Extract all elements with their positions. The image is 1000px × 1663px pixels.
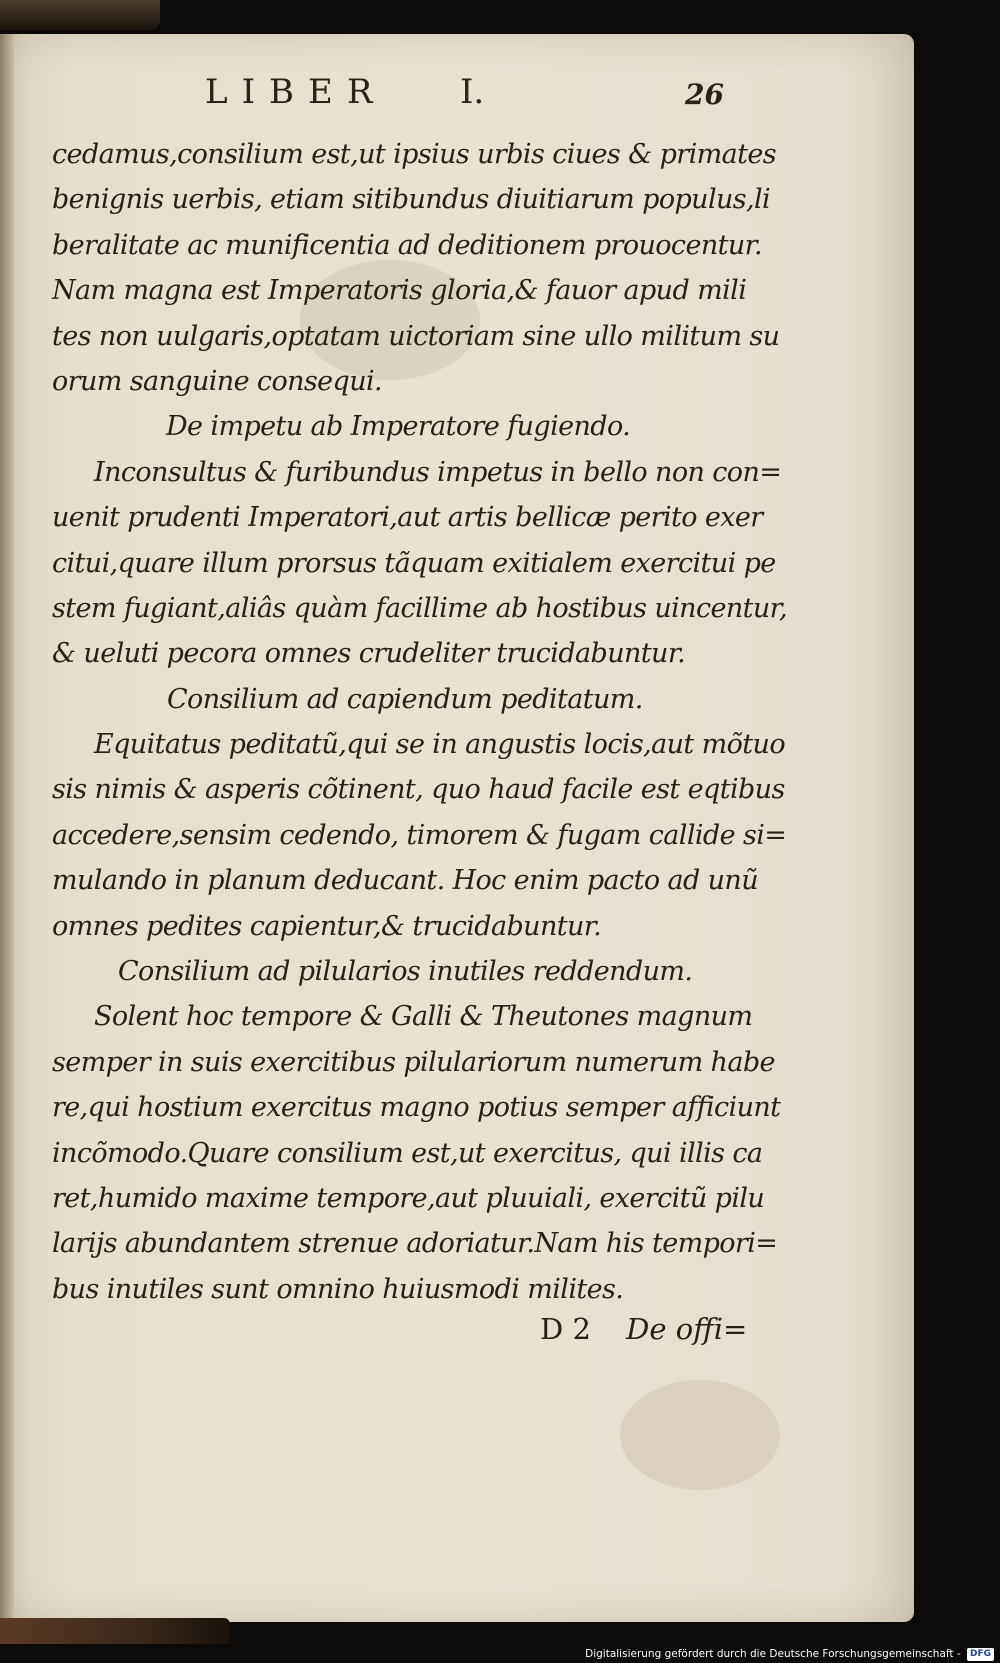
text-line: beralitate ac munificentia ad deditionem prouocentur. <box>52 229 762 261</box>
paper-stain <box>620 1380 780 1490</box>
running-head-title: LIBER <box>205 72 387 112</box>
text-line: stem fugiant,aliâs quàm facillime ab hostibus uincentur, <box>52 592 787 624</box>
section-heading: De impetu ab Imperatore fugiendo. <box>166 411 631 443</box>
text-line: tes non uulgaris,optatam uictoriam sine ullo militum su <box>52 320 780 352</box>
text-line: ret,humido maxime tempore,aut pluuiali, exercitũ pilu <box>52 1182 765 1214</box>
section-heading: Consilium ad pilularios inutiles reddendum. <box>118 956 693 988</box>
text-line: larijs abundantem strenue adoriatur.Nam his tempori= <box>52 1228 778 1260</box>
text-line: Solent hoc tempore & Galli & Theutones magnum <box>94 1001 753 1033</box>
text-line: Inconsultus & furibundus impetus in bello non con= <box>94 456 782 488</box>
book-binding-bottom <box>0 1618 230 1644</box>
book-binding-top <box>0 0 160 30</box>
text-line: bus inutiles sunt omnino huiusmodi milites. <box>52 1273 624 1305</box>
text-line: omnes pedites capientur,& trucidabuntur. <box>52 910 602 942</box>
credit-text: Digitalisierung gefördert durch die Deutsche Forschungsgemeinschaft - <box>585 1648 961 1660</box>
text-line: benignis uerbis, etiam sitibundus diuitiarum populus,li <box>52 184 771 216</box>
catchline <box>540 1312 747 1346</box>
digitization-credit <box>585 1646 994 1663</box>
main-text <box>52 132 787 1312</box>
text-line: Nam magna est Imperatoris gloria,& fauor apud mili <box>52 275 747 307</box>
section-heading: Consilium ad capiendum peditatum. <box>167 683 643 715</box>
running-head-book-number: I. <box>460 72 485 112</box>
text-line: incõmodo.Quare consilium est,ut exercitus, qui illis ca <box>52 1137 763 1169</box>
signature-mark: D 2 <box>540 1312 591 1346</box>
text-line: Equitatus peditatũ,qui se in angustis locis,aut mõtuo <box>94 729 786 761</box>
text-line: mulando in planum deducant. Hoc enim pacto ad unũ <box>52 865 758 897</box>
running-head <box>0 72 914 120</box>
text-line: re,qui hostium exercitus magno potius semper afficiunt <box>52 1092 781 1124</box>
text-line: citui,quare illum prorsus tãquam exitialem exercitui pe <box>52 547 776 579</box>
text-line: accedere,sensim cedendo, timorem & fugam callide si= <box>52 819 787 851</box>
dfg-logo: DFG <box>967 1648 994 1661</box>
text-line: uenit prudenti Imperatori,aut artis bellicæ perito exer <box>52 502 763 534</box>
page-gutter-edge <box>0 34 14 1622</box>
text-line: sis nimis & asperis cõtinent, quo haud facile est eqtibus <box>52 774 785 806</box>
text-line: & ueluti pecora omnes crudeliter trucidabuntur. <box>52 638 686 670</box>
text-line: orum sanguine consequi. <box>52 365 383 397</box>
folio-number: 26 <box>685 78 724 111</box>
text-line: cedamus,consilium est,ut ipsius urbis ciues & primates <box>52 139 776 170</box>
catchword: De offi= <box>626 1312 748 1346</box>
text-line: semper in suis exercitibus pilulariorum numerum habe <box>52 1046 775 1078</box>
